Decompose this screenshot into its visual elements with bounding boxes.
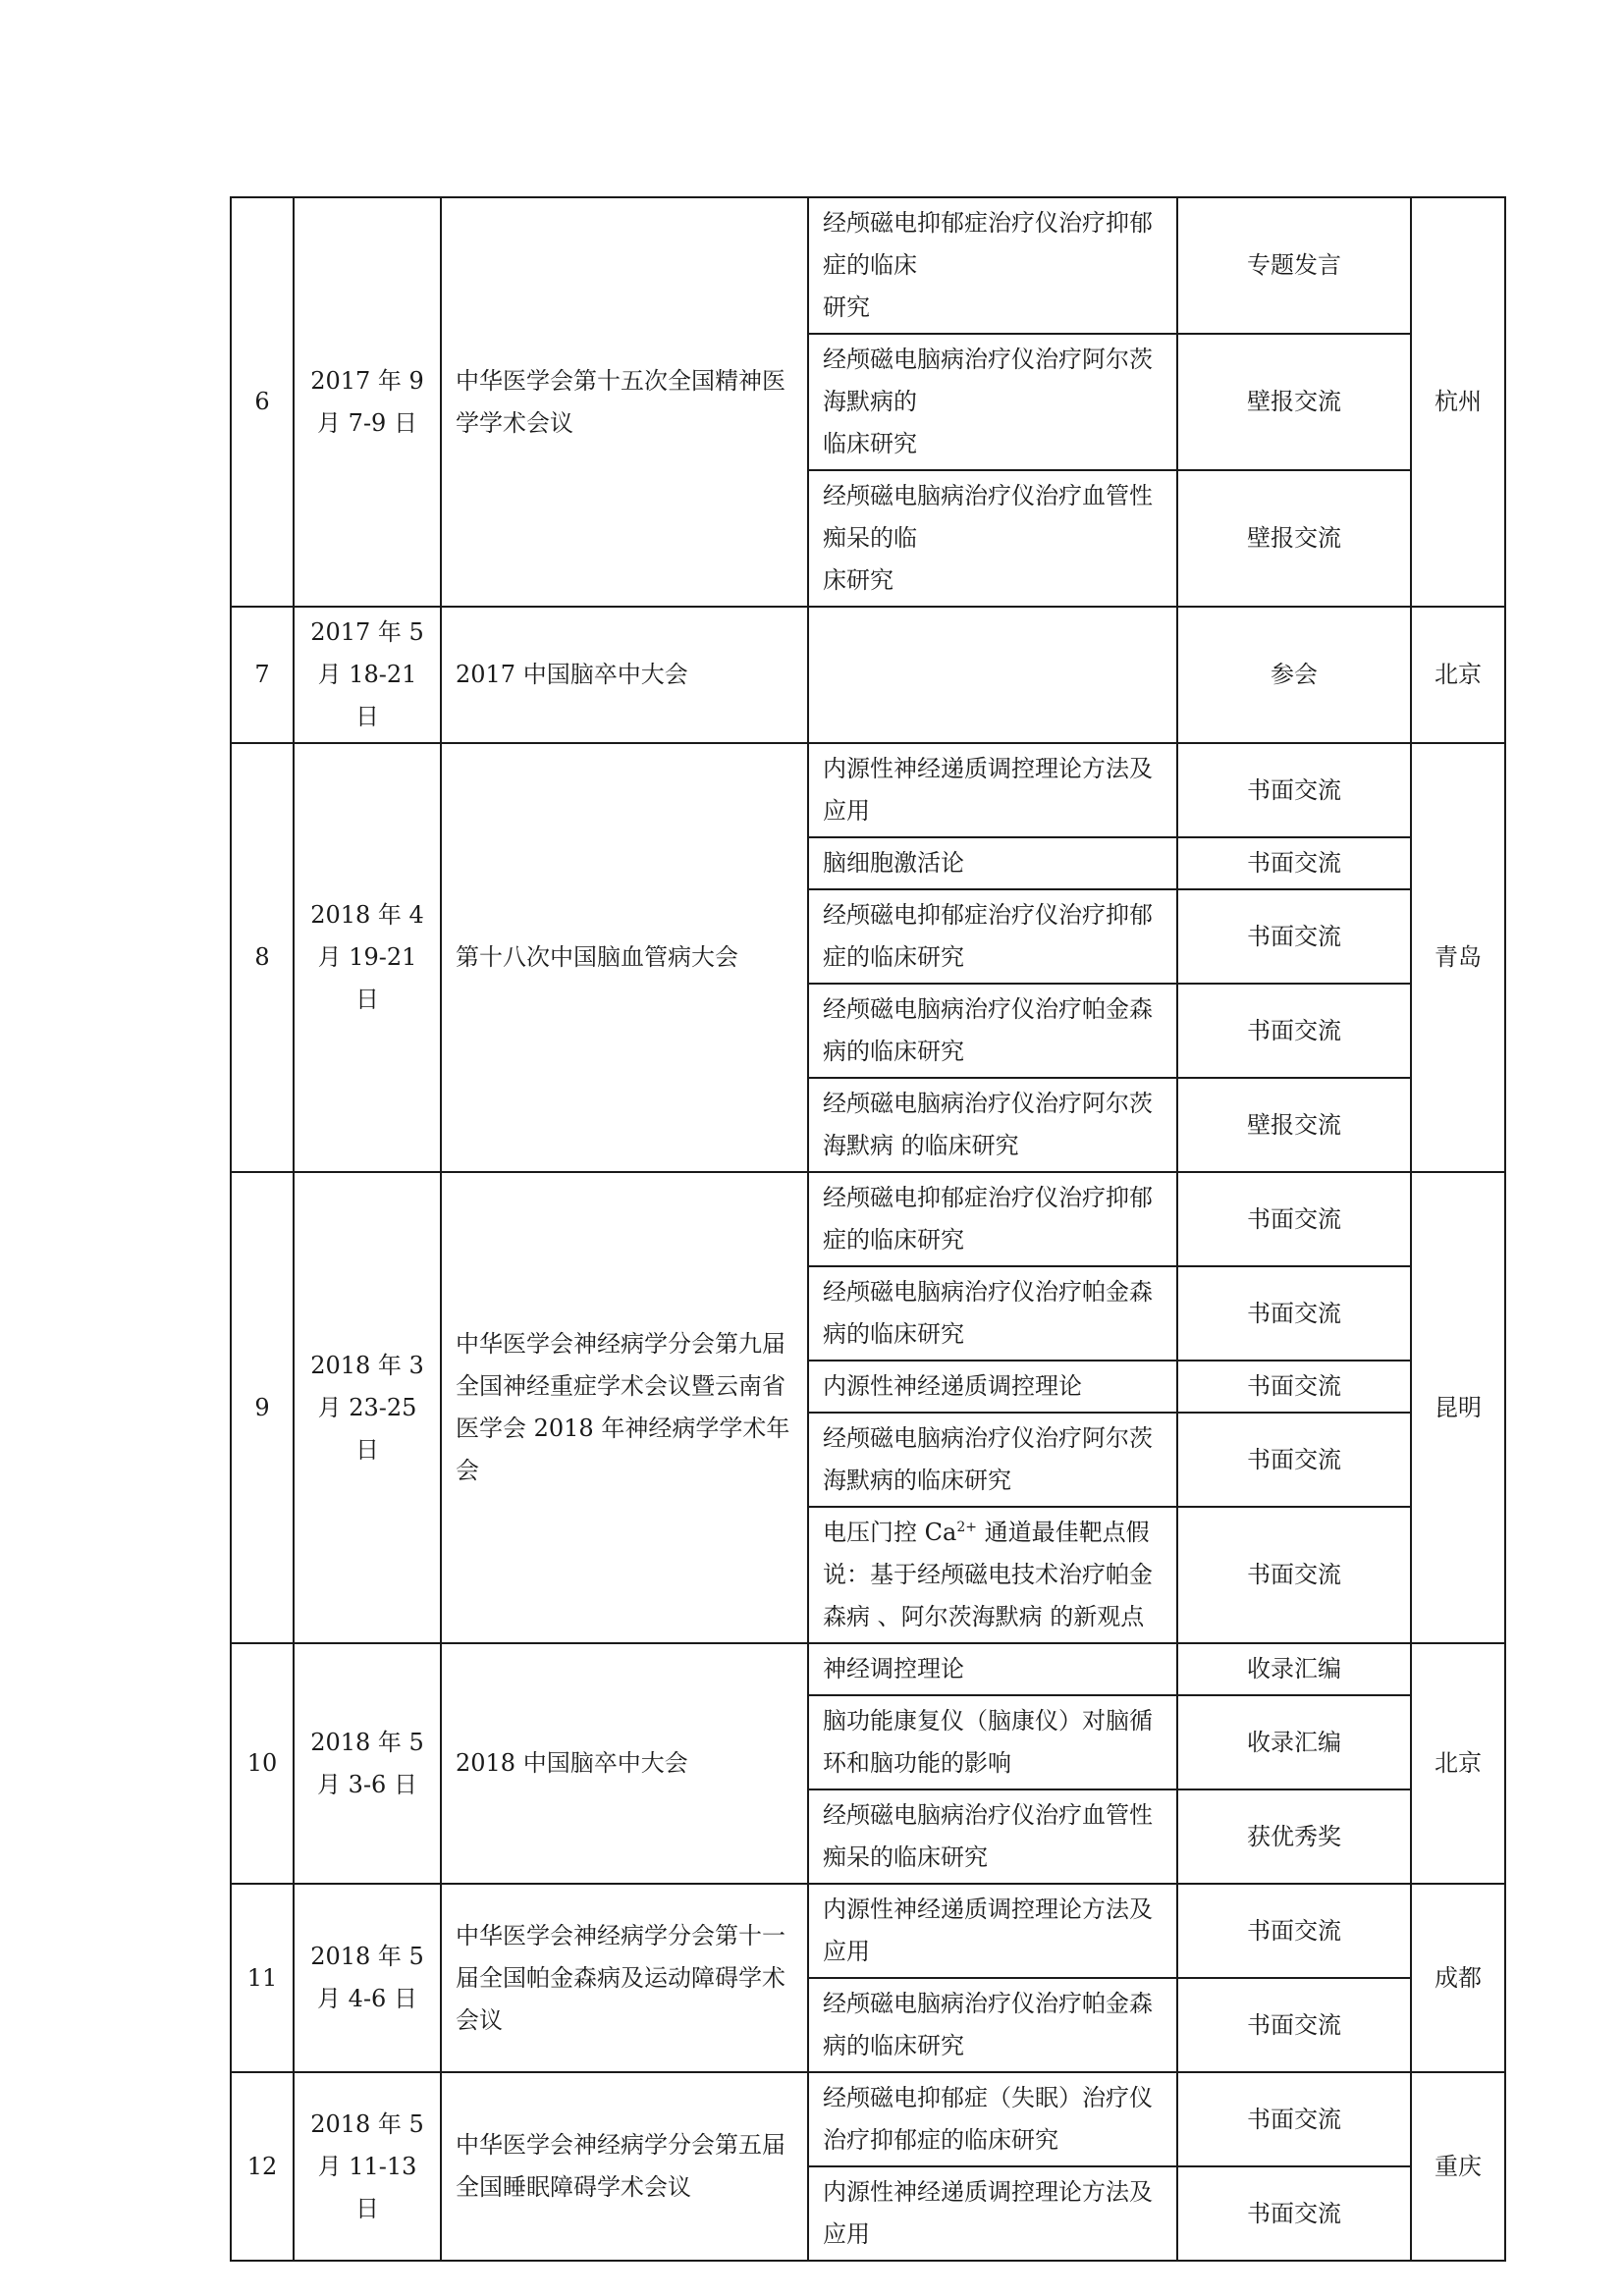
conference-name: 中华医学会神经病学分会第十一届全国帕金森病及运动障碍学术会议 — [441, 1884, 808, 2072]
paper-title: 经颅磁电脑病治疗仪治疗阿尔茨海默病 的临床研究 — [808, 1078, 1177, 1172]
paper-type: 书面交流 — [1177, 1884, 1411, 1978]
paper-title: 内源性神经递质调控理论方法及应用 — [808, 743, 1177, 837]
paper-type: 书面交流 — [1177, 1172, 1411, 1266]
location-cell: 北京 — [1411, 607, 1505, 743]
paper-type: 书面交流 — [1177, 743, 1411, 837]
location-cell: 杭州 — [1411, 197, 1505, 607]
paper-title: 经颅磁电抑郁症治疗仪治疗抑郁症的临床研究 — [808, 889, 1177, 984]
paper-type: 书面交流 — [1177, 1361, 1411, 1413]
conference-name: 第十八次中国脑血管病大会 — [441, 743, 808, 1172]
paper-type: 壁报交流 — [1177, 334, 1411, 470]
row-number: 12 — [231, 2072, 294, 2261]
paper-type: 书面交流 — [1177, 2166, 1411, 2261]
paper-title: 经颅磁电脑病治疗仪治疗阿尔茨海默病的 临床研究 — [808, 334, 1177, 470]
date-cell: 2018 年 5 月 4-6 日 — [294, 1884, 441, 2072]
row-number: 7 — [231, 607, 294, 743]
paper-type: 壁报交流 — [1177, 1078, 1411, 1172]
paper-type: 书面交流 — [1177, 2072, 1411, 2166]
row-number: 10 — [231, 1643, 294, 1884]
paper-type: 壁报交流 — [1177, 470, 1411, 607]
table-row — [231, 607, 1505, 743]
paper-title: 经颅磁电抑郁症治疗仪治疗抑郁症的临床研究 — [808, 1172, 1177, 1266]
conference-name: 中华医学会神经病学分会第九届全国神经重症学术会议暨云南省医学会 2018 年神经病学学术年会 — [441, 1172, 808, 1643]
table-row — [231, 1172, 1505, 1266]
paper-title: 内源性神经递质调控理论方法及应用 — [808, 1884, 1177, 1978]
row-number: 8 — [231, 743, 294, 1172]
paper-type: 专题发言 — [1177, 197, 1411, 334]
date-cell: 2018 年 4 月 19-21 日 — [294, 743, 441, 1172]
paper-type: 参会 — [1177, 607, 1411, 743]
paper-title — [808, 607, 1177, 743]
row-number: 11 — [231, 1884, 294, 2072]
conference-name: 2018 中国脑卒中大会 — [441, 1643, 808, 1884]
paper-title: 经颅磁电抑郁症治疗仪治疗抑郁症的临床 研究 — [808, 197, 1177, 334]
paper-type: 书面交流 — [1177, 984, 1411, 1078]
paper-type: 获优秀奖 — [1177, 1789, 1411, 1884]
conference-name: 中华医学会神经病学分会第五届全国睡眠障碍学术会议 — [441, 2072, 808, 2261]
paper-type: 书面交流 — [1177, 1413, 1411, 1507]
paper-title: 电压门控 $Ca^{2+}$ 通道最佳靶点假说：基于经颅磁电技术治疗帕金森病 、阿尔茨海默病 的新观点 — [808, 1507, 1177, 1643]
date-cell: 2017 年 5 月 18-21 日 — [294, 607, 441, 743]
paper-title: 脑功能康复仪（脑康仪）对脑循环和脑功能的影响 — [808, 1695, 1177, 1789]
paper-title: 经颅磁电抑郁症（失眠）治疗仪治疗抑郁症的临床研究 — [808, 2072, 1177, 2166]
paper-title: 神经调控理论 — [808, 1643, 1177, 1695]
date-cell: 2018 年 5 月 11-13 日 — [294, 2072, 441, 2261]
location-cell: 北京 — [1411, 1643, 1505, 1884]
paper-title: 内源性神经递质调控理论方法及应用 — [808, 2166, 1177, 2261]
table-row — [231, 1643, 1505, 1695]
date-cell: 2017 年 9 月 7-9 日 — [294, 197, 441, 607]
row-number: 9 — [231, 1172, 294, 1643]
date-cell: 2018 年 5 月 3-6 日 — [294, 1643, 441, 1884]
paper-type: 收录汇编 — [1177, 1695, 1411, 1789]
table-row — [231, 1884, 1505, 1978]
date-cell: 2018 年 3 月 23-25 日 — [294, 1172, 441, 1643]
paper-type: 书面交流 — [1177, 889, 1411, 984]
location-cell: 成都 — [1411, 1884, 1505, 2072]
location-cell: 青岛 — [1411, 743, 1505, 1172]
conference-table — [230, 196, 1506, 2262]
conference-name: 2017 中国脑卒中大会 — [441, 607, 808, 743]
row-number: 6 — [231, 197, 294, 607]
paper-title: 内源性神经递质调控理论 — [808, 1361, 1177, 1413]
paper-type: 书面交流 — [1177, 1507, 1411, 1643]
paper-title: 经颅磁电脑病治疗仪治疗阿尔茨海默病的临床研究 — [808, 1413, 1177, 1507]
paper-title: 经颅磁电脑病治疗仪治疗帕金森病的临床研究 — [808, 1266, 1177, 1361]
paper-title: 经颅磁电脑病治疗仪治疗帕金森病的临床研究 — [808, 984, 1177, 1078]
paper-type: 书面交流 — [1177, 1978, 1411, 2072]
table-row — [231, 197, 1505, 334]
paper-title: 脑细胞激活论 — [808, 837, 1177, 889]
location-cell: 昆明 — [1411, 1172, 1505, 1643]
paper-type: 书面交流 — [1177, 1266, 1411, 1361]
conference-name: 中华医学会第十五次全国精神医学学术会议 — [441, 197, 808, 607]
paper-type: 书面交流 — [1177, 837, 1411, 889]
table-row — [231, 743, 1505, 837]
table-row — [231, 2072, 1505, 2166]
paper-title: 经颅磁电脑病治疗仪治疗帕金森病的临床研究 — [808, 1978, 1177, 2072]
location-cell: 重庆 — [1411, 2072, 1505, 2261]
paper-type: 收录汇编 — [1177, 1643, 1411, 1695]
paper-title: 经颅磁电脑病治疗仪治疗血管性痴呆的临 床研究 — [808, 470, 1177, 607]
paper-title: 经颅磁电脑病治疗仪治疗血管性痴呆的临床研究 — [808, 1789, 1177, 1884]
